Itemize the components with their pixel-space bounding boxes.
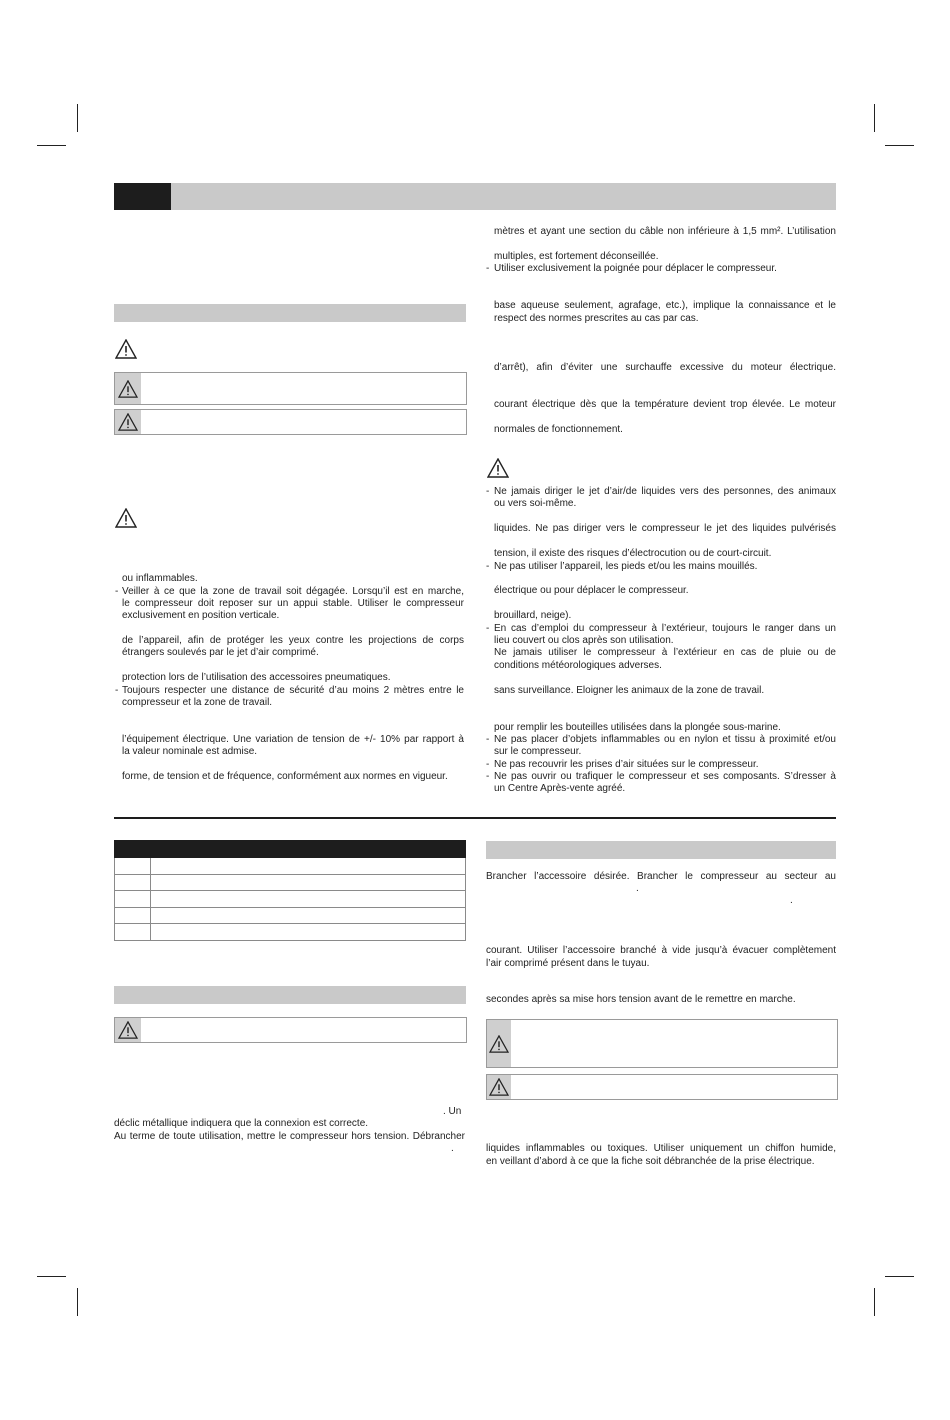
body-text-line: Utiliser exclusivement la poignée pour déplacer le compresseur. xyxy=(494,263,777,274)
body-text-line: Brancher l’accessoire désirée. Brancher le compresseur au secteur au xyxy=(486,871,836,882)
list-dash: - xyxy=(486,561,490,572)
page-header-bar xyxy=(171,183,836,210)
body-text-line: secondes après sa mise hors tension avant de le remettre en marche. xyxy=(486,994,796,1005)
body-text-line: protection lors de l’utilisation des accessoires pneumatiques. xyxy=(122,672,391,683)
table-header-row xyxy=(115,841,466,858)
body-text-line: respect des normes prescrites au cas par cas. xyxy=(494,313,699,324)
table-cell xyxy=(115,858,151,875)
body-text-line: déclic métallique indiquera que la connexion est correcte. xyxy=(114,1118,369,1129)
crop-mark xyxy=(77,104,78,132)
body-text-line: étrangers soulevés par le jet d’air comprimé. xyxy=(122,647,319,658)
table-cell xyxy=(151,924,466,941)
body-text-line: liquides inflammables ou toxiques. Utiliser uniquement un chiffon humide, xyxy=(486,1143,836,1154)
body-text-line: d’arrêt), afin d’éviter une surchauffe excessive du moteur électrique. xyxy=(494,362,836,373)
crop-mark xyxy=(874,104,875,132)
list-dash: - xyxy=(486,734,490,745)
section-heading-bar xyxy=(114,986,466,1004)
body-text-line: base aqueuse seulement, agrafage, etc.), implique la connaissance et le xyxy=(494,300,836,311)
body-text-line: exclusivement en position verticale. xyxy=(122,610,280,621)
table-row xyxy=(115,858,466,875)
column-divider xyxy=(114,817,836,819)
body-text-line: multiples, est fortement déconseillée. xyxy=(494,251,659,262)
table-cell xyxy=(115,841,151,858)
body-text-line: en veillant d’abord à ce que la fiche soit débranchée de la prise électrique. xyxy=(486,1156,815,1167)
body-text-line: Ne pas ouvrir ou trafiquer le compresseur et ses composants. S’dresser à xyxy=(494,771,836,782)
body-text-line: conditions météorologiques adverses. xyxy=(494,660,662,671)
warning-icon-cell xyxy=(487,1020,511,1067)
warning-triangle-icon xyxy=(118,380,138,398)
crop-mark xyxy=(874,1288,875,1316)
body-text-line: un Centre Après-vente agréé. xyxy=(494,783,626,794)
body-text-line: . xyxy=(636,883,639,894)
table-row xyxy=(115,907,466,924)
crop-mark xyxy=(37,145,66,146)
body-text-line: Au terme de toute utilisation, mettre le compresseur hors tension. Débrancher xyxy=(114,1131,465,1142)
warning-triangle-icon xyxy=(115,339,137,359)
warning-box xyxy=(114,372,467,405)
body-text-line: En cas d’emploi du compresseur à l’extérieur, toujours le ranger dans un xyxy=(494,623,836,634)
table-cell xyxy=(151,891,466,908)
body-text-line: . xyxy=(790,895,793,906)
body-text-line: forme, de tension et de fréquence, conformément aux normes en vigueur. xyxy=(122,771,448,782)
warning-icon-cell xyxy=(115,410,141,434)
warning-icon-cell xyxy=(115,373,141,404)
body-text-line: normales de fonctionnement. xyxy=(494,424,623,435)
body-text-line: l’air comprimé présent dans le tuyau. xyxy=(486,958,650,969)
list-dash: - xyxy=(486,759,490,770)
table-row xyxy=(115,874,466,891)
body-text-line: tension, il existe des risques d’électrocution ou de court-circuit. xyxy=(494,548,772,559)
body-text-line: . Un xyxy=(443,1106,462,1117)
body-text-line: ou vers soi-même. xyxy=(494,498,577,509)
table-row xyxy=(115,891,466,908)
warning-triangle-icon xyxy=(489,1035,509,1053)
table-cell xyxy=(151,841,466,858)
body-text-line: liquides. Ne pas diriger vers le compresseur le jet des liquides pulvérisés xyxy=(494,523,836,534)
body-text-line: compresseur et la zone de travail. xyxy=(122,697,273,708)
body-text-line: la valeur nominale est admise. xyxy=(122,746,258,757)
table-cell xyxy=(151,858,466,875)
crop-mark xyxy=(37,1276,66,1277)
list-dash: - xyxy=(486,771,490,782)
body-text-line: le compresseur doit reposer sur un appui stable. Utiliser le compresseur xyxy=(122,598,464,609)
warning-triangle-icon xyxy=(115,508,137,528)
body-text-line: Veiller à ce que la zone de travail soit dégagée. Lorsqu’il est en marche, xyxy=(122,586,464,597)
body-text-line: Ne jamais utiliser le compresseur à l’extérieur en cas de pluie ou de xyxy=(494,647,836,658)
table-row xyxy=(115,924,466,941)
table-cell xyxy=(151,907,466,924)
warning-triangle-icon xyxy=(118,413,138,431)
body-text-line: pour remplir les bouteilles utilisées dans la plongée sous-marine. xyxy=(494,722,781,733)
list-dash: - xyxy=(486,623,490,634)
body-text-line: de l’appareil, afin de protéger les yeux contre les projections de corps xyxy=(122,635,464,646)
warning-box xyxy=(486,1019,838,1068)
section-heading-bar xyxy=(486,841,836,859)
list-dash: - xyxy=(486,486,490,497)
body-text-line: . xyxy=(451,1143,454,1154)
warning-triangle-icon xyxy=(489,1078,509,1096)
spec-table xyxy=(114,840,466,941)
warning-icon-cell xyxy=(115,1018,141,1042)
body-text-line: Ne pas placer d’objets inflammables ou en nylon et tissu à proximité et/ou xyxy=(494,734,836,745)
table-cell xyxy=(115,874,151,891)
warning-box xyxy=(114,409,467,435)
warning-icon-cell xyxy=(487,1075,511,1099)
crop-mark xyxy=(77,1288,78,1316)
body-text-line: ou inflammables. xyxy=(122,573,198,584)
table-cell xyxy=(151,874,466,891)
page-header-tab xyxy=(114,183,171,210)
crop-mark xyxy=(885,1276,914,1277)
warning-triangle-icon xyxy=(118,1021,138,1039)
section-heading-bar xyxy=(114,304,466,322)
warning-box xyxy=(486,1074,838,1100)
crop-mark xyxy=(885,145,914,146)
body-text-line: l’équipement électrique. Une variation de tension de +/- 10% par rapport à xyxy=(122,734,464,745)
body-text-line: Ne jamais diriger le jet d’air/de liquides vers des personnes, des animaux xyxy=(494,486,836,497)
body-text-line: Ne pas recouvrir les prises d’air situées sur le compresseur. xyxy=(494,759,759,770)
body-text-line: courant électrique dès que la température devient trop élevée. Le moteur xyxy=(494,399,836,410)
table-cell xyxy=(115,924,151,941)
body-text-line: Ne pas utiliser l’appareil, les pieds et/ou les mains mouillés. xyxy=(494,561,758,572)
body-text-line: courant. Utiliser l’accessoire branché à vide jusqu’à évacuer complètement xyxy=(486,945,836,956)
body-text-line: électrique ou pour déplacer le compresseur. xyxy=(494,585,689,596)
list-dash: - xyxy=(115,685,119,696)
table-cell xyxy=(115,907,151,924)
list-dash: - xyxy=(115,586,119,597)
body-text-line: sans surveillance. Eloigner les animaux de la zone de travail. xyxy=(494,685,765,696)
body-text-line: sur le compresseur. xyxy=(494,746,582,757)
body-text-line: mètres et ayant une section du câble non inférieure à 1,5 mm². L’utilisation xyxy=(494,226,836,237)
table-cell xyxy=(115,891,151,908)
warning-box xyxy=(114,1017,467,1043)
body-text-line: lieu couvert ou clos après son utilisation. xyxy=(494,635,674,646)
body-text-line: brouillard, neige). xyxy=(494,610,572,621)
list-dash: - xyxy=(486,263,490,274)
warning-triangle-icon xyxy=(487,458,509,478)
body-text-line: Toujours respecter une distance de sécurité d’au moins 2 mètres entre le xyxy=(122,685,464,696)
